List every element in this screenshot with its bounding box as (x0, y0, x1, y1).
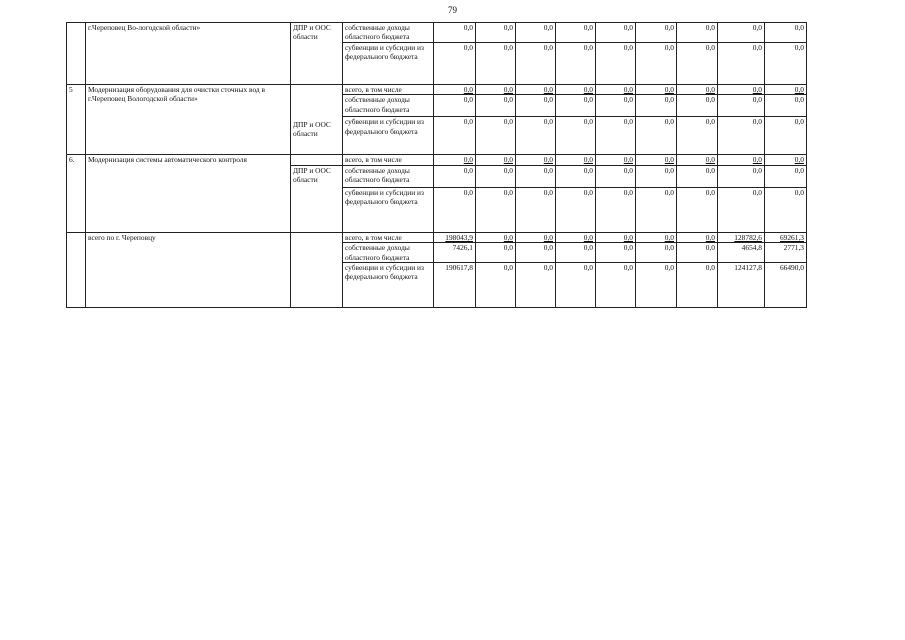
value-cell: 0,0 (677, 23, 718, 43)
responsible-executor (291, 232, 343, 307)
value-cell: 2771,3 (765, 243, 807, 263)
funding-source: субвенции и субсидии из федерального бюджета (343, 43, 434, 85)
empty-cell (291, 155, 343, 165)
value-cell: 0,0 (516, 243, 556, 263)
value-cell: 0,0 (476, 165, 516, 187)
measure-name: г.Череповец Во-логодской области» (86, 23, 291, 85)
value-cell: 0,0 (516, 85, 556, 95)
value-cell: 0,0 (434, 117, 476, 155)
value-cell: 4654,8 (718, 243, 765, 263)
funding-source: собственные доходы областного бюджета (343, 165, 434, 187)
value-cell: 0,0 (476, 95, 516, 117)
value-cell: 0,0 (677, 155, 718, 165)
table-row (67, 155, 807, 165)
value-cell: 0,0 (636, 232, 677, 242)
value-cell: 0,0 (718, 85, 765, 95)
value-cell: 0,0 (765, 117, 807, 155)
value-cell: 0,0 (765, 85, 807, 95)
value-cell: 0,0 (596, 165, 636, 187)
value-cell: 69261,3 (765, 232, 807, 242)
value-cell: 0,0 (765, 187, 807, 232)
value-cell: 0,0 (636, 23, 677, 43)
table-row (67, 232, 807, 242)
funding-source: субвенции и субсидии из федерального бюджета (343, 263, 434, 308)
value-cell: 0,0 (556, 155, 596, 165)
value-cell: 0,0 (636, 43, 677, 85)
measure-name: Модернизация системы автоматического контроля (86, 155, 291, 232)
value-cell: 0,0 (556, 165, 596, 187)
funding-source: субвенции и субсидии из федерального бюджета (343, 187, 434, 232)
funding-source: всего, в том числе (343, 232, 434, 242)
table-row (67, 85, 807, 95)
measure-name: всего по г. Череповцу (86, 232, 291, 307)
value-cell: 0,0 (556, 85, 596, 95)
value-cell: 0,0 (596, 95, 636, 117)
value-cell: 0,0 (636, 263, 677, 308)
value-cell: 124127,8 (718, 263, 765, 308)
value-cell: 0,0 (556, 117, 596, 155)
row-number (67, 232, 86, 307)
value-cell: 0,0 (476, 243, 516, 263)
value-cell: 0,0 (434, 43, 476, 85)
value-cell: 0,0 (516, 187, 556, 232)
value-cell: 0,0 (516, 232, 556, 242)
value-cell: 0,0 (476, 187, 516, 232)
responsible-executor: ДПР и ООС области (291, 85, 343, 155)
value-cell: 0,0 (596, 155, 636, 165)
value-cell: 0,0 (434, 155, 476, 165)
value-cell: 0,0 (636, 155, 677, 165)
value-cell: 0,0 (556, 43, 596, 85)
value-cell: 128782,6 (718, 232, 765, 242)
value-cell: 0,0 (516, 263, 556, 308)
value-cell: 0,0 (636, 85, 677, 95)
value-cell: 0,0 (434, 85, 476, 95)
row-number (67, 23, 86, 85)
value-cell: 0,0 (718, 155, 765, 165)
value-cell: 0,0 (765, 43, 807, 85)
funding-source: всего, в том числе (343, 155, 434, 165)
funding-source: субвенции и субсидии из федерального бюджета (343, 117, 434, 155)
value-cell: 0,0 (636, 165, 677, 187)
value-cell: 0,0 (677, 95, 718, 117)
value-cell: 0,0 (596, 232, 636, 242)
value-cell: 0,0 (434, 23, 476, 43)
value-cell: 0,0 (476, 232, 516, 242)
value-cell: 0,0 (596, 117, 636, 155)
value-cell: 0,0 (556, 232, 596, 242)
value-cell: 0,0 (516, 43, 556, 85)
value-cell: 0,0 (718, 23, 765, 43)
table-row (67, 23, 807, 43)
measure-name: Модернизация оборудования для очистки сточных вод в г.Череповец Вологодской области» (86, 85, 291, 155)
value-cell: 0,0 (765, 165, 807, 187)
value-cell: 0,0 (677, 232, 718, 242)
value-cell: 0,0 (476, 85, 516, 95)
value-cell: 0,0 (516, 117, 556, 155)
value-cell: 0,0 (596, 23, 636, 43)
value-cell: 0,0 (516, 155, 556, 165)
funding-source: собственные доходы областного бюджета (343, 243, 434, 263)
value-cell: 0,0 (596, 187, 636, 232)
value-cell: 0,0 (677, 243, 718, 263)
value-cell: 0,0 (677, 187, 718, 232)
row-number: 6. (67, 155, 86, 232)
value-cell: 0,0 (434, 95, 476, 117)
value-cell: 190617,8 (434, 263, 476, 308)
value-cell: 0,0 (636, 117, 677, 155)
value-cell: 0,0 (476, 155, 516, 165)
value-cell: 0,0 (636, 243, 677, 263)
table-body (67, 23, 807, 308)
budget-table (66, 22, 807, 308)
value-cell: 0,0 (596, 263, 636, 308)
value-cell: 0,0 (556, 95, 596, 117)
value-cell: 0,0 (516, 165, 556, 187)
value-cell: 0,0 (677, 165, 718, 187)
value-cell: 0,0 (476, 263, 516, 308)
value-cell: 0,0 (718, 43, 765, 85)
funding-source: собственные доходы областного бюджета (343, 95, 434, 117)
value-cell: 0,0 (516, 23, 556, 43)
value-cell: 0,0 (476, 117, 516, 155)
value-cell: 7426,1 (434, 243, 476, 263)
responsible-executor: ДПР и ООС области (291, 165, 343, 232)
value-cell: 0,0 (677, 117, 718, 155)
value-cell: 0,0 (476, 23, 516, 43)
funding-source: всего, в том числе (343, 85, 434, 95)
value-cell: 0,0 (636, 187, 677, 232)
value-cell: 0,0 (596, 85, 636, 95)
funding-source: собственные доходы областного бюджета (343, 23, 434, 43)
value-cell: 66490,0 (765, 263, 807, 308)
value-cell: 0,0 (765, 23, 807, 43)
value-cell: 0,0 (556, 243, 596, 263)
value-cell: 0,0 (718, 165, 765, 187)
value-cell: 0,0 (677, 43, 718, 85)
value-cell: 0,0 (556, 23, 596, 43)
row-number: 5 (67, 85, 86, 155)
value-cell: 0,0 (718, 95, 765, 117)
value-cell: 0,0 (718, 187, 765, 232)
value-cell: 0,0 (516, 95, 556, 117)
value-cell: 0,0 (765, 95, 807, 117)
value-cell: 0,0 (677, 263, 718, 308)
value-cell: 0,0 (765, 155, 807, 165)
value-cell: 0,0 (556, 263, 596, 308)
value-cell: 0,0 (434, 187, 476, 232)
value-cell: 0,0 (596, 43, 636, 85)
value-cell: 0,0 (718, 117, 765, 155)
page-number: 79 (448, 5, 457, 15)
responsible-executor: ДПР и ООС области (291, 23, 343, 85)
value-cell: 0,0 (677, 85, 718, 95)
value-cell: 0,0 (476, 43, 516, 85)
value-cell: 0,0 (596, 243, 636, 263)
value-cell: 0,0 (636, 95, 677, 117)
value-cell: 0,0 (434, 165, 476, 187)
value-cell: 0,0 (556, 187, 596, 232)
value-cell: 198043,9 (434, 232, 476, 242)
